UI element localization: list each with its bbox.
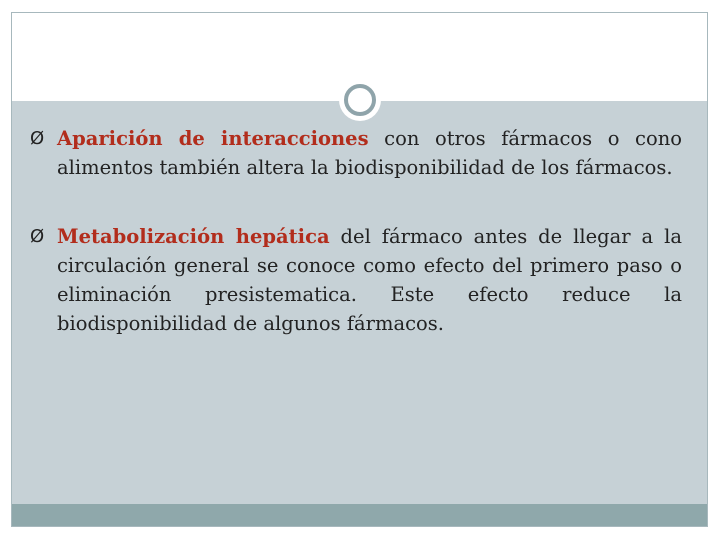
arrow-check-bullet-icon: Ø: [30, 226, 45, 247]
bullet-emphasis: Aparición de interacciones: [57, 127, 369, 150]
bullet-emphasis: Metabolización hepática: [57, 225, 330, 248]
bullet-item: [30, 124, 682, 182]
circle-ring: [344, 84, 376, 116]
bullet-list: [30, 124, 682, 378]
arrow-check-bullet-icon: Ø: [30, 128, 45, 149]
bullet-text: del fármaco antes de llegar a la circulación general se conoce como efecto del primero paso o eliminación presistematica. Este efecto reduce la biodisponibilidad de algunos fármacos.: [57, 225, 682, 335]
footer-bar: [12, 504, 707, 526]
circle-ornament-icon: [339, 79, 381, 121]
bullet-item: [30, 222, 682, 338]
bullet-text: con otros fármacos o cono alimentos también altera la biodisponibilidad de los fármacos.: [57, 127, 683, 179]
